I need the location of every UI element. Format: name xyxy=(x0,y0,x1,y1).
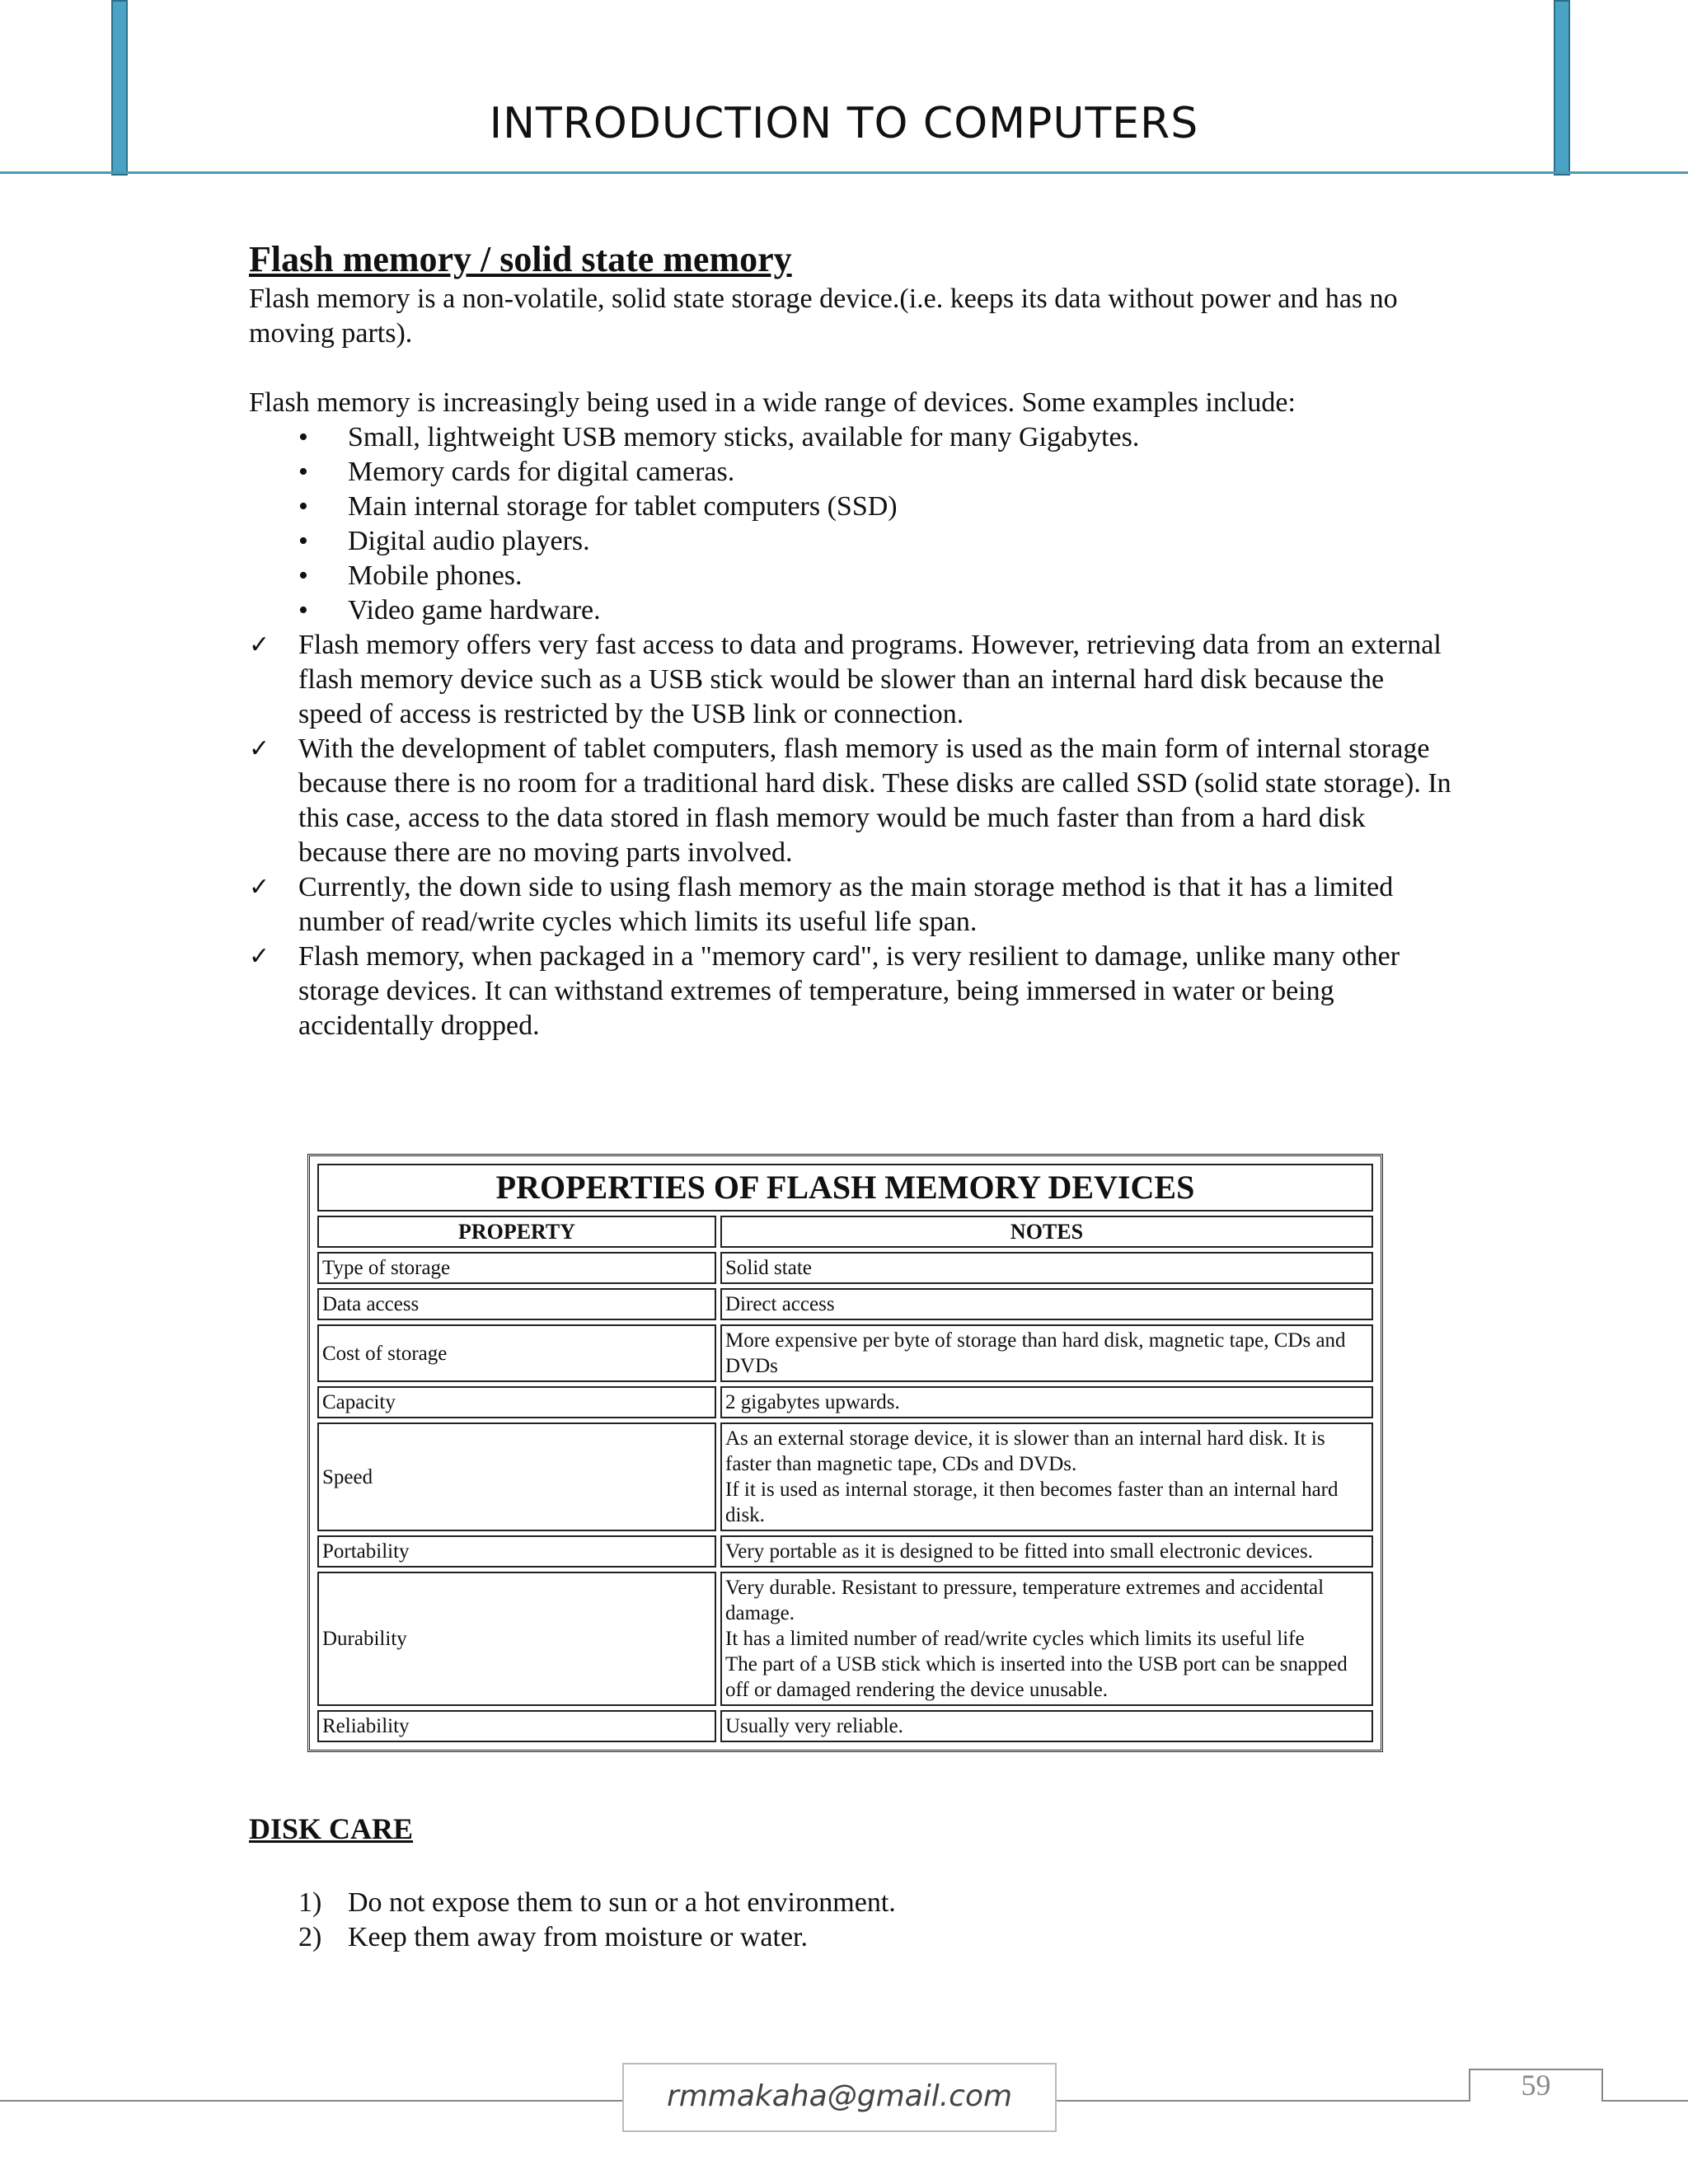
check-text: Currently, the down side to using flash memory as the main storage method is that it has a limited number of read/write cycles which limits its useful life span. xyxy=(298,872,1394,937)
example-text: Mobile phones. xyxy=(348,560,523,591)
section-heading: Flash memory / solid state memory xyxy=(249,239,792,279)
notes-cell xyxy=(720,1572,1373,1706)
note-line: If it is used as internal storage, it then becomes faster than an internal hard disk. xyxy=(725,1479,1339,1526)
property-cell: Durability xyxy=(317,1572,716,1706)
column-header-notes: NOTES xyxy=(720,1216,1373,1248)
property-cell: Speed xyxy=(317,1422,716,1531)
table-title: PROPERTIES OF FLASH MEMORY DEVICES xyxy=(317,1164,1373,1212)
property-cell: Portability xyxy=(317,1535,716,1568)
notes-cell xyxy=(720,1288,1373,1320)
checkmark-icon: ✓ xyxy=(249,734,270,763)
example-item xyxy=(249,524,1452,559)
table-row xyxy=(317,1252,1373,1284)
note-line: More expensive per byte of storage than hard disk, magnetic tape, CDs and DVDs xyxy=(725,1329,1346,1377)
bullet-dot-icon: • xyxy=(298,526,308,556)
check-item xyxy=(249,870,1452,940)
example-item xyxy=(249,455,1452,490)
note-line: Very portable as it is designed to be fitted into small electronic devices. xyxy=(725,1540,1313,1563)
example-text: Video game hardware. xyxy=(348,595,601,626)
table-row xyxy=(317,1710,1373,1742)
check-text: Flash memory offers very fast access to data and programs. However, retrieving data from an external flash memory device such as a USB stick would be slower than an internal hard disk because the speed of access is restricted by the USB link or connection. xyxy=(298,630,1442,729)
disk-care-text: Keep them away from moisture or water. xyxy=(348,1922,808,1952)
property-cell: Reliability xyxy=(317,1710,716,1742)
checkmark-icon: ✓ xyxy=(249,942,270,971)
bullet-dot-icon: • xyxy=(298,560,308,591)
footer-divider-right xyxy=(1057,2100,1469,2102)
example-text: Memory cards for digital cameras. xyxy=(348,457,735,487)
footer-divider-far-right xyxy=(1603,2100,1688,2102)
property-cell: Data access xyxy=(317,1288,716,1320)
footer-email: rmmakaha@gmail.com xyxy=(622,2063,1057,2132)
disk-care-item xyxy=(249,1886,896,1920)
checks-list xyxy=(249,628,1452,1043)
property-cell: Capacity xyxy=(317,1386,716,1418)
page-header-title: INTRODUCTION TO COMPUTERS xyxy=(489,99,1199,148)
check-item xyxy=(249,940,1452,1043)
note-line: Direct access xyxy=(725,1293,835,1315)
notes-cell xyxy=(720,1422,1373,1531)
example-item xyxy=(249,559,1452,593)
disk-care-list xyxy=(249,1886,896,1955)
disk-care-number: 1) xyxy=(298,1887,322,1918)
example-text: Digital audio players. xyxy=(348,526,590,556)
bullet-dot-icon: • xyxy=(298,422,308,452)
table-row xyxy=(317,1572,1373,1706)
bullet-dot-icon: • xyxy=(298,491,308,522)
note-line: The part of a USB stick which is inserted into the USB port can be snapped off or damaged rendering the device unusable. xyxy=(725,1653,1348,1701)
disk-care-item xyxy=(249,1920,896,1955)
notes-cell xyxy=(720,1710,1373,1742)
property-cell: Cost of storage xyxy=(317,1324,716,1382)
note-line: Solid state xyxy=(725,1257,812,1279)
table-row xyxy=(317,1422,1373,1531)
note-line: As an external storage device, it is slower than an internal hard disk. It is faster than magnetic tape, CDs and DVDs. xyxy=(725,1427,1325,1475)
header-accent-bar-right xyxy=(1554,0,1570,176)
example-item xyxy=(249,420,1452,455)
notes-cell xyxy=(720,1386,1373,1418)
footer-divider-left xyxy=(0,2100,622,2102)
note-line: Usually very reliable. xyxy=(725,1715,903,1737)
disk-care-text: Do not expose them to sun or a hot environment. xyxy=(348,1887,896,1918)
note-line: It has a limited number of read/write cycles which limits its useful life xyxy=(725,1628,1305,1650)
header-accent-bar-left xyxy=(111,0,128,176)
example-item xyxy=(249,490,1452,524)
properties-table xyxy=(313,1160,1377,1746)
example-text: Small, lightweight USB memory sticks, available for many Gigabytes. xyxy=(348,422,1140,452)
table-body xyxy=(317,1252,1373,1742)
disk-care-number: 2) xyxy=(298,1922,322,1952)
table-row xyxy=(317,1324,1373,1382)
note-line: 2 gigabytes upwards. xyxy=(725,1391,900,1413)
properties-table-frame xyxy=(307,1154,1383,1752)
property-cell: Type of storage xyxy=(317,1252,716,1284)
checkmark-icon: ✓ xyxy=(249,630,270,659)
spacer xyxy=(249,351,1452,386)
notes-cell xyxy=(720,1324,1373,1382)
notes-cell xyxy=(720,1252,1373,1284)
header-divider xyxy=(0,171,1688,174)
bullet-dot-icon: • xyxy=(298,595,308,626)
table-row xyxy=(317,1386,1373,1418)
check-text: With the development of tablet computers, flash memory is used as the main form of internal storage because there is no room for a traditional hard disk. These disks are called SSD (solid state storage). In this case, access to the data stored in flash memory would be much faster than from a hard disk because there are no moving parts involved. xyxy=(298,733,1451,868)
disk-care-heading: DISK CARE xyxy=(249,1812,414,1845)
page-number: 59 xyxy=(1469,2069,1603,2102)
notes-cell xyxy=(720,1535,1373,1568)
note-line: Very durable. Resistant to pressure, temperature extremes and accidental damage. xyxy=(725,1577,1325,1624)
examples-lead: Flash memory is increasingly being used in a wide range of devices. Some examples include: xyxy=(249,387,1296,418)
checkmark-icon: ✓ xyxy=(249,873,270,902)
check-item xyxy=(249,628,1452,732)
table-row xyxy=(317,1288,1373,1320)
main-content xyxy=(249,237,1452,1043)
column-header-property: PROPERTY xyxy=(317,1216,716,1248)
example-item xyxy=(249,593,1452,628)
section-intro: Flash memory is a non-volatile, solid state storage device.(i.e. keeps its data without power and has no moving parts). xyxy=(249,284,1398,349)
examples-list xyxy=(249,420,1452,628)
table-row xyxy=(317,1535,1373,1568)
check-item xyxy=(249,732,1452,870)
example-text: Main internal storage for tablet computers (SSD) xyxy=(348,491,898,522)
bullet-dot-icon: • xyxy=(298,457,308,487)
check-text: Flash memory, when packaged in a "memory card", is very resilient to damage, unlike many other storage devices. It can withstand extremes of temperature, being immersed in water or being accidentally dropped. xyxy=(298,941,1400,1041)
